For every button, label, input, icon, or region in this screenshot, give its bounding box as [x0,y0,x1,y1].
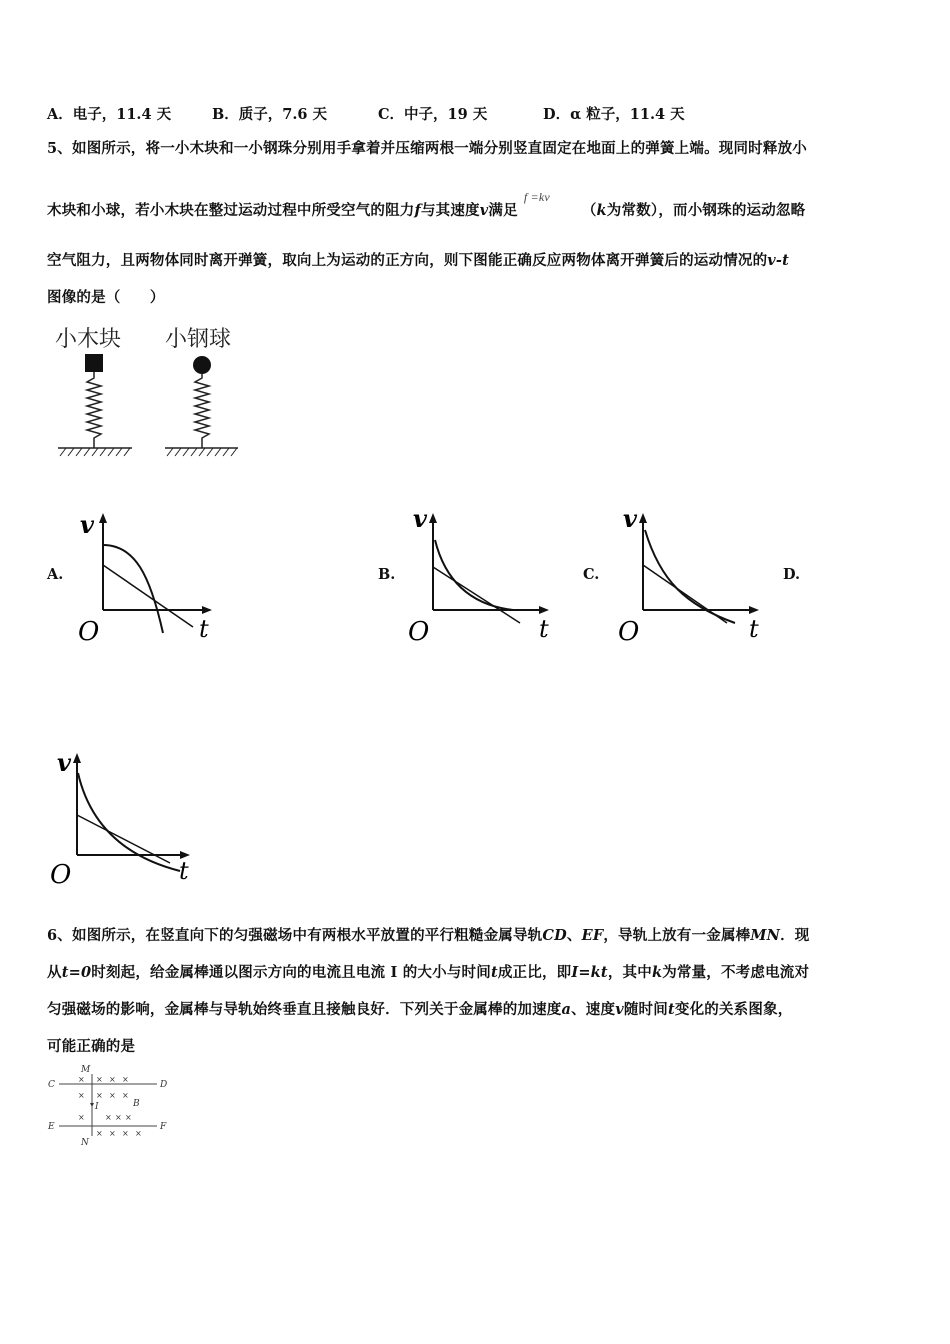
field-cross: × [78,1091,85,1100]
field-cross: × [115,1113,122,1122]
t-axis-arrow-icon [539,606,549,614]
block [85,354,103,372]
field-cross: × [96,1091,103,1100]
q4-option-c[interactable]: C．中子，19 天 [378,106,488,123]
block-label: 小木块 [55,327,122,352]
field-cross: × [122,1091,129,1100]
v-axis-arrow-icon [73,753,81,763]
axis-v-label: v [57,748,71,777]
text: 匀强磁场的影响，金属棒与导轨始终垂直且接触良好．下列关于金属棒的加速度 [47,1001,562,1018]
text: ，导轨上放有一金属棒 [603,927,751,944]
origin-label: O [618,617,640,645]
curve [78,773,180,871]
t-axis-arrow-icon [749,606,759,614]
var-ikt: I=kt [571,964,608,981]
text: （ [581,202,597,219]
text: 、速度 [571,1001,616,1018]
q6-line4: 可能正确的是 [47,1038,136,1055]
text: 从 [47,964,62,981]
field-cross: × [122,1129,129,1138]
q4-option-d[interactable]: D．α 粒子，11.4 天 [543,106,685,123]
rail-figure [45,1062,175,1146]
spring-left [87,372,101,448]
var-mn: MN [750,927,781,944]
var-cd: CD [542,927,567,944]
var-k: k [651,964,663,981]
v-axis-arrow-icon [639,513,647,523]
graph-b [405,505,555,645]
graph-c [615,505,765,645]
var-v: v [615,1001,624,1018]
straight-line [433,567,520,623]
origin-label: O [78,617,100,645]
spring-figure [50,320,250,465]
axis-v-label: v [80,510,94,539]
field-cross: × [109,1091,116,1100]
graph-a [75,505,220,645]
text: 满足 [488,202,518,219]
field-cross: × [125,1113,132,1122]
var-a: a [561,1001,572,1018]
axis-t-label: t [539,615,549,643]
label-b: B [133,1099,140,1109]
field-cross: × [135,1129,142,1138]
t-axis-arrow-icon [202,606,212,614]
label-m: M [81,1065,91,1075]
axis-t-label: t [179,857,189,885]
spring-right [195,374,209,448]
ball-label: 小钢球 [165,327,232,352]
var-k: k [596,202,607,219]
text: ．现 [780,927,810,944]
straight-line [643,565,727,623]
axis-v-label: v [413,505,427,533]
var-t0: t=0 [61,964,92,981]
text: 成正比，即 [497,964,572,981]
text: ，其中 [607,964,652,981]
q5-option-d[interactable]: D. [783,566,801,583]
q6-line2 [47,961,809,982]
ground-hatch [60,448,237,456]
label-i: I [95,1102,99,1112]
q5-line1: 5、如图所示，将一小木块和一小钢珠分别用手拿着并压缩两根一端分别竖直固定在地面上的弹簧上端。现同时释放小 [47,140,807,157]
label-n: N [81,1138,89,1146]
var-vt: v-t [767,252,790,269]
ball [193,356,211,374]
field-cross: × [109,1075,116,1084]
text: 6、如图所示，在竖直向下的匀强磁场中有两根水平放置的平行粗糙金属导轨 [47,927,543,944]
text: 随时间 [623,1001,668,1018]
q4-option-b[interactable]: B．质子，7.6 天 [212,106,328,123]
curve [103,545,163,633]
label-f: F [160,1122,167,1132]
formula-f-kv: f =kv [523,190,550,204]
current-arrow-icon [90,1103,94,1107]
text: 、 [566,927,582,944]
var-f: f [414,202,421,219]
axis-t-label: t [199,615,209,643]
q5-option-b[interactable]: B. [378,566,396,583]
var-ef: EF [581,927,604,944]
text: 空气阻力，且两物体同时离开弹簧，取向上为运动的正方向，则下图能正确反应两物体离开弹簧后的运动情况的 [47,252,768,269]
label-c: C [48,1080,55,1090]
axis-v-label: v [623,505,637,533]
text: 木块和小球，若小木块在整过运动过程中所受空气的阻力 [47,202,415,219]
field-cross: × [78,1075,85,1084]
q5-option-c[interactable]: C. [583,566,600,583]
q6-line1 [47,924,809,945]
origin-label: O [408,617,430,645]
field-cross: × [96,1129,103,1138]
q5-option-a[interactable]: A. [47,566,64,583]
v-axis-arrow-icon [99,513,107,523]
field-cross: × [122,1075,129,1084]
graph-d [45,745,200,890]
text: 时刻起，给金属棒通以图示方向的电流且电流 I 的大小与时间 [91,964,491,981]
field-cross: × [78,1113,85,1122]
origin-label: O [50,860,72,890]
q5-line3 [47,249,789,270]
var-v: v [479,202,489,219]
q5-line2 [47,190,806,220]
field-cross: × [109,1129,116,1138]
label-e: E [48,1122,55,1132]
field-cross: × [96,1075,103,1084]
text: 为常数），而小钢珠的运动忽略 [606,202,806,219]
var-t: t [667,1001,675,1018]
text: 为常量，不考虑电流对 [662,964,810,981]
q5-line4: 图像的是（ ） [47,289,165,306]
field-cross: × [105,1113,112,1122]
straight-line [103,565,193,627]
v-axis-arrow-icon [429,513,437,523]
text: 变化的关系图象， [674,1001,793,1018]
label-d: D [160,1080,168,1090]
q4-option-a[interactable]: A．电子，11.4 天 [47,106,172,123]
text: 与其速度 [420,202,480,219]
var-t: t [490,964,498,981]
q6-line3 [47,998,792,1019]
axis-t-label: t [749,615,759,643]
